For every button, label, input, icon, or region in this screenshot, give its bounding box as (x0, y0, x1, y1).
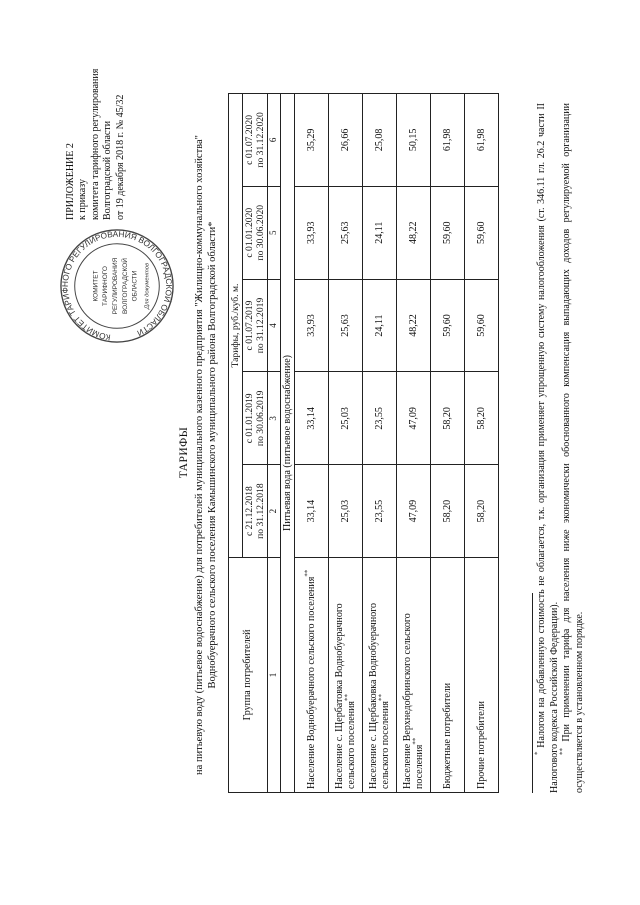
group-header: Группа потребителей (229, 558, 268, 793)
official-stamp (58, 227, 176, 345)
tariff-value: 33,93 (295, 279, 329, 372)
tariff-value: 47,09 (397, 372, 431, 465)
period-header: с 01.01.2020 по 30.06.2020 (243, 186, 268, 279)
period-header: с 01.07.2020 по 31.12.2020 (243, 94, 268, 187)
tariff-value: 59,60 (465, 279, 499, 372)
consumer-group: Население с. Щербатовка Воднобуерачного сельского поселения** (329, 558, 363, 793)
stamp-inner-line: РЕГУЛИРОВАНИЯ (112, 257, 119, 315)
stamp-inner-line: ВОЛГОГРАДСКОЙ (121, 258, 129, 314)
tariff-value: 35,29 (295, 94, 329, 187)
appendix-header (65, 30, 127, 220)
tariff-table (228, 93, 499, 793)
table-row (295, 94, 329, 793)
consumer-group: Бюджетные потребители (431, 558, 465, 793)
tariff-value: 26,66 (329, 94, 363, 187)
tariff-value: 25,03 (329, 465, 363, 558)
tariff-value: 24,11 (363, 186, 397, 279)
tariff-value: 59,60 (431, 186, 465, 279)
appendix-order-ref: к приказу (77, 179, 89, 220)
appendix-region: Волгоградской области (102, 120, 114, 220)
table-row (431, 94, 465, 793)
column-number: 4 (268, 279, 281, 372)
tariff-value: 58,20 (465, 465, 499, 558)
tariff-value: 58,20 (431, 465, 465, 558)
stamp-inner-line: ТАРИФНОГО (102, 266, 110, 306)
column-number: 5 (268, 186, 281, 279)
period-header: с 01.07.2019 по 31.12.2019 (243, 279, 268, 372)
consumer-group: Прочие потребители (465, 558, 499, 793)
period-header: с 01.01.2019 по 30.06.2019 (243, 372, 268, 465)
tariff-value: 25,63 (329, 279, 363, 372)
footnote-separator (532, 593, 533, 793)
footnotes (533, 102, 586, 793)
tariff-value: 25,03 (329, 372, 363, 465)
tariff-value: 61,98 (431, 94, 465, 187)
tariff-value: 58,20 (465, 372, 499, 465)
stamp-bottom-text: Для документов (144, 262, 151, 310)
document-title: ТАРИФЫ (178, 426, 190, 479)
consumer-group: Население с. Щербаковка Воднобуерачного сельского поселения** (363, 558, 397, 793)
stamp-inner-line: КОМИТЕТ (92, 270, 100, 302)
stamp-inner-line: ОБЛАСТИ (131, 270, 139, 302)
tariff-value: 59,60 (465, 186, 499, 279)
tariff-value: 23,55 (363, 372, 397, 465)
tariff-value: 33,93 (295, 186, 329, 279)
consumer-group: Население Верхнедобринского сельского поселения** (397, 558, 431, 793)
footnote-vat: * Налогом на добавленную стоимость не облагается, т.к. организация применяет упрощенную систему налогообложения (ст. 346.11 гл. 26.2 части II Налогового кодекса Российской Федерации). (533, 102, 560, 793)
column-number: 6 (268, 94, 281, 187)
tariff-value: 59,60 (431, 279, 465, 372)
stamp-ring-text: КОМИТЕТ ТАРИФНОГО РЕГУЛИРОВАНИЯ ВОЛГОГРАДСКОЙ ОБЛАСТИ (60, 229, 174, 342)
period-header: с 21.12.2018 по 31.12.2018 (243, 465, 268, 558)
tariff-value: 33,14 (295, 465, 329, 558)
tariff-value: 50,15 (397, 94, 431, 187)
table-row (363, 94, 397, 793)
column-number: 3 (268, 372, 281, 465)
tariff-value: 48,22 (397, 279, 431, 372)
tariff-value: 23,55 (363, 465, 397, 558)
tariff-value: 25,08 (363, 94, 397, 187)
tariff-value: 48,22 (397, 186, 431, 279)
tariff-value: 25,63 (329, 186, 363, 279)
table-row (465, 94, 499, 793)
table-row (397, 94, 431, 793)
section-label: Питьевая вода (питьевое водоснабжение) (280, 94, 295, 793)
appendix-number: ПРИЛОЖЕНИЕ 2 (65, 143, 76, 220)
tariff-value: 58,20 (431, 372, 465, 465)
appendix-committee: комитета тарифного регулирования (89, 68, 101, 220)
tariff-value: 47,09 (397, 465, 431, 558)
tariff-value: 61,98 (465, 94, 499, 187)
appendix-date-number: от 19 декабря 2018 г. № 45/32 (114, 94, 126, 220)
document-subtitle: на питьевую воду (питьевое водоснабжение) для потребителей муниципального казенного предприятия "Жилищно-коммунального хозяйства" Воднобуерачного сельского поселения Камышинского муниципального района Волгоградской области* (194, 135, 218, 775)
column-number: 2 (268, 465, 281, 558)
consumer-group: Население Воднобуерачного сельского поселения** (295, 558, 329, 793)
tariff-value: 33,14 (295, 372, 329, 465)
tariff-header: Тарифы, руб./куб. м. (229, 94, 243, 558)
table-row (329, 94, 363, 793)
footnote-population: ** При применении тарифа для населения ниже экономически обоснованного компенсация выпадающих доходов регулируемой организации осуществляется в установленном порядке. (558, 103, 585, 793)
column-number: 1 (268, 558, 281, 793)
tariff-value: 24,11 (363, 279, 397, 372)
